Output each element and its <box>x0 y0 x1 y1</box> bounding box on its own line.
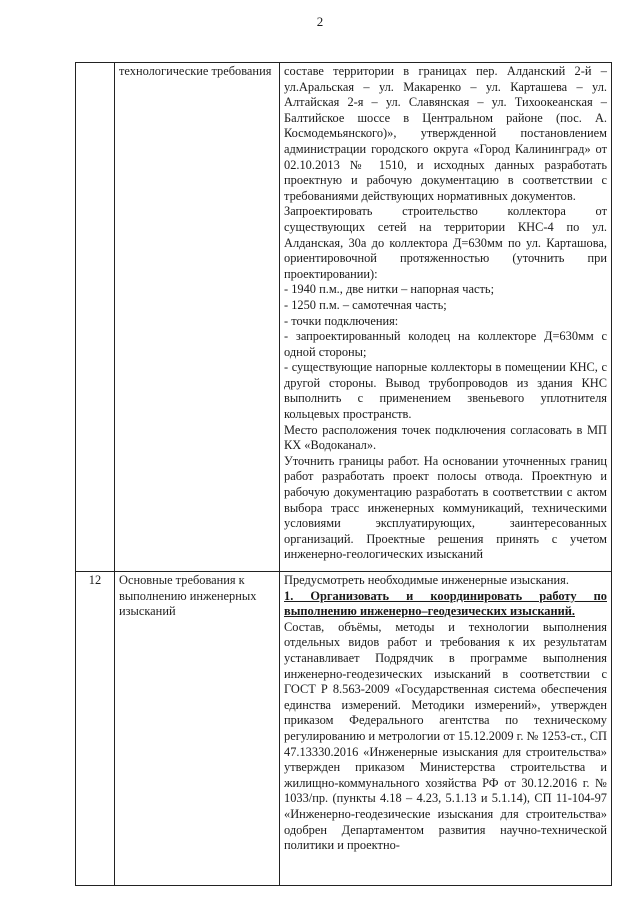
paragraph: Место расположения точек подключения согласовать в МП КХ «Водоканал». <box>284 422 607 453</box>
table-row <box>76 63 612 572</box>
requirement-label: Основные требования к выполнению инженерных изысканий <box>119 573 257 619</box>
requirement-label-cell <box>115 63 280 572</box>
requirements-table <box>75 62 612 886</box>
paragraph: Предусмотреть необходимые инженерные изыскания. <box>284 573 569 587</box>
paragraph: составе территории в границах пер. Алданский 2-й – ул.Аральская – ул. Макаренко – ул. Карташева – ул. Алтайская 2-я – ул. Славянская – ул. Тихоокеанская – Балтийское шоссе в Центральном районе (пос. А. Космодемьянского)», утвержденной постановлением администрации городского округа «Город Калининград» от 02.10.2013 № 1510, и исходных данных разработать проектную и рабочую документацию в соответствии с требованиями действующих нормативных документов. <box>284 64 607 203</box>
requirement-text-cell <box>280 63 612 572</box>
row-number-cell <box>76 63 115 572</box>
requirement-label-cell <box>115 572 280 886</box>
requirement-text-cell <box>280 572 612 886</box>
row-number-cell: 12 <box>76 572 115 886</box>
list-item: - существующие напорные коллекторы в помещении КНС, с другой стороны. Вывод трубопроводов из здания КНС выполнить с применением звеньевого уплотнителя кольцевых пространств. <box>284 360 607 422</box>
list-item: - 1250 п.м. – самотечная часть; <box>284 297 447 312</box>
requirement-label: технологические требования <box>119 64 272 78</box>
table-row <box>76 572 612 886</box>
page-number: 2 <box>316 14 324 29</box>
paragraph: Запроектировать строительство коллектора от существующих сетей на территории КНС-4 по ул. Алданская, 30а до коллектора Д=630мм по ул. Карташова, ориентировочной протяженностью (уточнить при проектировании): <box>284 204 607 281</box>
list-item: - 1940 п.м., две нитки – напорная часть; <box>284 282 495 297</box>
section-heading: 1. Организовать и координировать работу по выполнению инженерно–геодезических изысканий. <box>284 588 607 619</box>
list-item: - точки подключения: <box>284 313 399 328</box>
paragraph: Уточнить границы работ. На основании уточненных границ работ разработать проект полосы отвода. Проектную и рабочую документацию разработать в соответствии с актом выбора трасс инженерных коммуникаций, техническими условиями эксплуатирующих, заинтересованных организаций. Проектные решения принять с учетом инженерно-геологических изысканий <box>284 453 607 562</box>
list-item: - запроектированный колодец на коллекторе Д=630мм с одной стороны; <box>284 329 607 359</box>
paragraph: Состав, объёмы, методы и технологии выполнения отдельных видов работ и требования к их результатам устанавливает Подрядчик в программе выполнения инженерно-геодезических изысканий в соответствии с ГОСТ Р 8.563-2009 «Государственная система обеспечения единства измерений. Методики измерений», утвержден приказом Федерального агентства по техническому регулированию и метрологии от 15.12.2009 г. № 1253-ст., СП 47.13330.2016 «Инженерные изыскания для строительства» утвержден приказом Министерства строительства и жилищно-коммунального хозяйства РФ от 30.12.2016 г. № 1033/пр. (пункты 4.18 – 4.23, 5.1.13 и 5.1.14), СП 11-104-97 «Инженерно-геодезические изыскания для строительства» одобрен Департаментом развития научно-технической политики и проектно- <box>284 619 607 853</box>
